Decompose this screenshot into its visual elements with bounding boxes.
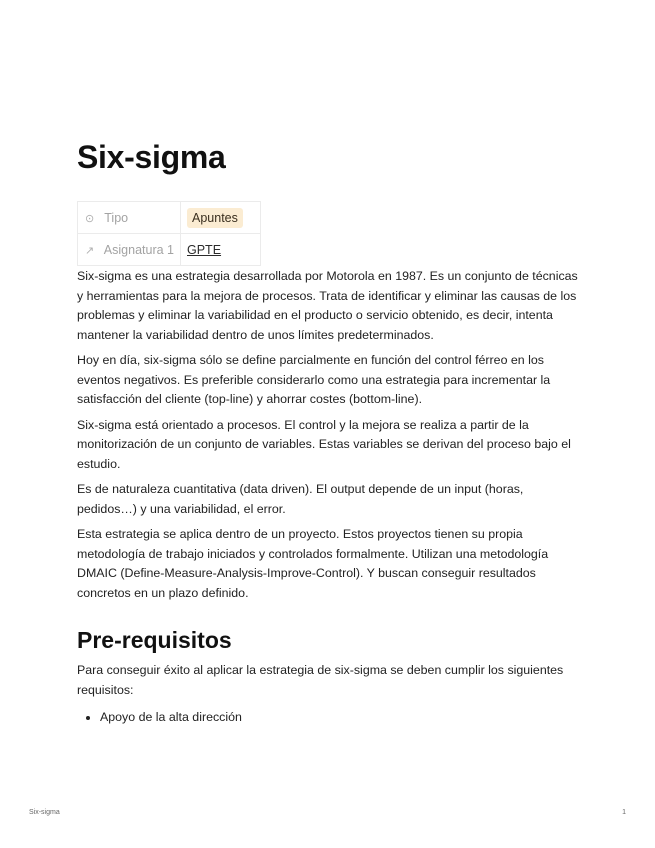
property-label: Asignatura 1 — [103, 242, 174, 257]
property-key — [78, 202, 181, 234]
tipo-tag[interactable]: Apuntes — [187, 208, 243, 228]
arrow-up-right-icon: ↗ — [85, 244, 95, 257]
section-intro: Para conseguir éxito al aplicar la estrategia de six-sigma se deben cumplir los siguientes requisitos: — [77, 663, 564, 697]
section-heading: Pre-requisitos — [77, 627, 232, 653]
section-body — [77, 661, 579, 728]
circle-dot-icon: ⊙ — [85, 212, 95, 225]
property-value — [181, 234, 261, 266]
property-row-tipo — [78, 202, 261, 234]
body-text — [77, 267, 579, 609]
property-key — [78, 234, 181, 266]
page-number: 1 — [622, 809, 626, 816]
paragraph: Six-sigma está orientado a procesos. El control y la mejora se realiza a partir de la monitorización de un conjunto de variables. Estas variables se derivan del proceso bajo el estudio. — [77, 417, 571, 471]
paragraph: Esta estrategia se aplica dentro de un proyecto. Estos proyectos tienen su propia metodología de trabajo iniciados y controlados formalmente. Utilizan una metodología DMAIC (Define-Measure-Analysis-Improve-Control). Y buscan conseguir resultados concretos en un plazo definido. — [77, 527, 549, 600]
paragraph: Hoy en día, six-sigma sólo se define parcialmente en función del control férreo en los eventos negativos. Es preferible considerarlo como una estrategia para incrementar la satisfacción del cliente (top-line) y ahorrar costes (bottom-line). — [77, 353, 551, 406]
property-row-asignatura — [78, 234, 261, 266]
asignatura-link[interactable]: GPTE — [187, 242, 222, 257]
footer-title: Six-sigma — [29, 809, 60, 816]
properties-table — [77, 201, 261, 266]
paragraph: Es de naturaleza cuantitativa (data driven). El output depende de un input (horas, pedidos…) y una variabilidad, el error. — [77, 482, 524, 516]
list-item: • Apoyo de la alta dirección — [100, 708, 579, 728]
bullet-list — [77, 708, 579, 728]
paragraph: Six-sigma es una estrategia desarrollada por Motorola en 1987. Es un conjunto de técnicas y herramientas para la mejora de procesos. Trata de identificar y eliminar las causas de los problemas y eliminar la variabilidad en el producto o servicio obtenido, es decir, intenta mantener la variabilidad dentro de unos límites predeterminados. — [77, 269, 578, 342]
property-label: Tipo — [104, 210, 129, 225]
page-title: Six-sigma — [77, 139, 226, 175]
property-value — [181, 202, 261, 234]
